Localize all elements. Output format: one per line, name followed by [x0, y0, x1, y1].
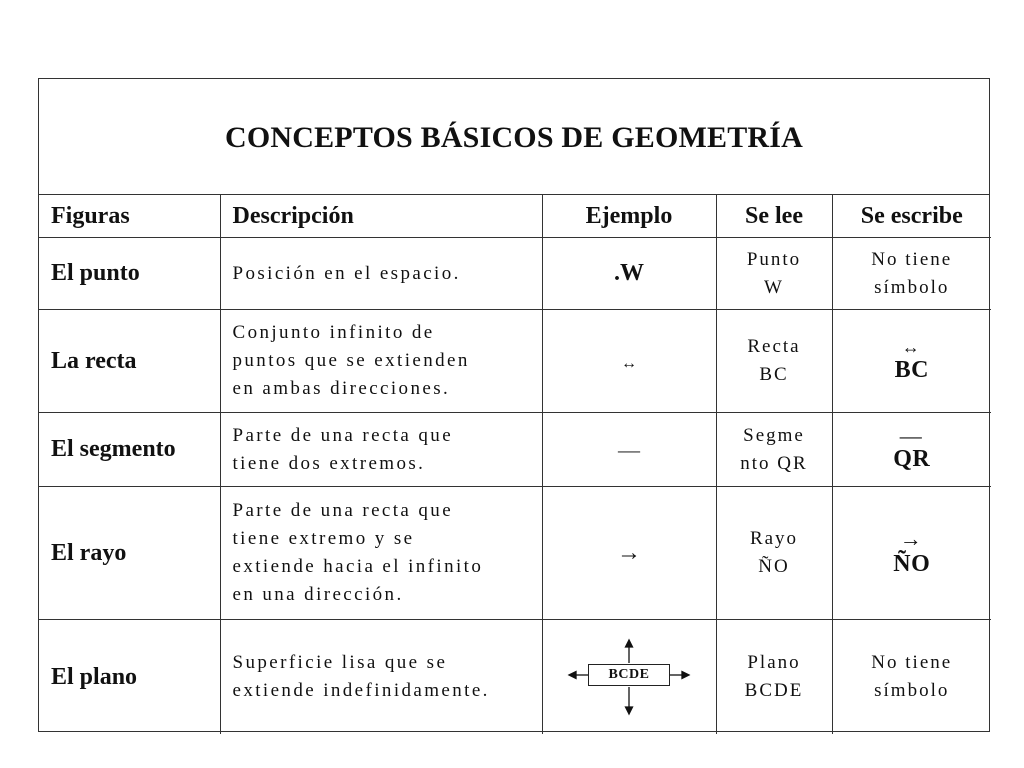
figure-name: El plano	[39, 620, 220, 735]
symbol-letters: QR	[893, 445, 931, 472]
description-cell	[220, 310, 542, 413]
reading-cell	[716, 620, 832, 735]
table-row	[39, 238, 991, 310]
description-line: puntos que se extienden	[232, 350, 470, 371]
reading-cell	[716, 487, 832, 620]
writing-cell	[832, 413, 991, 487]
figure-name: El punto	[39, 238, 220, 310]
reading-line: Plano	[747, 652, 801, 673]
example-point: .W	[614, 260, 644, 286]
reading-cell	[716, 238, 832, 310]
description-line: extiende hacia el infinito	[232, 556, 484, 577]
writing-line: No tiene	[871, 652, 953, 673]
table-row	[39, 310, 991, 413]
header-se-lee: Se lee	[716, 195, 832, 238]
title-bar	[39, 79, 989, 195]
example-cell	[542, 310, 716, 413]
table-row	[39, 487, 991, 620]
example-cell	[542, 620, 716, 735]
page-title: CONCEPTOS BÁSICOS DE GEOMETRÍA	[224, 120, 804, 154]
double-arrow-icon: ↔	[621, 355, 637, 372]
figure-name: El segmento	[39, 413, 220, 487]
writing-cell	[832, 310, 991, 413]
description-cell	[220, 487, 542, 620]
writing-cell	[832, 238, 991, 310]
writing-cell	[832, 620, 991, 735]
description-cell	[220, 413, 542, 487]
description-line: tiene dos extremos.	[232, 452, 426, 474]
description-line: extiende indefinidamente.	[232, 680, 490, 701]
reading-line: BC	[759, 364, 789, 385]
description-line: Conjunto infinito de	[232, 322, 435, 343]
description-cell	[220, 238, 542, 310]
description-line: Parte de una recta que	[232, 424, 454, 446]
table-row	[39, 413, 991, 487]
example-cell	[542, 238, 716, 310]
header-row	[39, 195, 991, 238]
reading-line: Rayo	[749, 528, 799, 549]
header-figuras: Figuras	[39, 195, 220, 238]
writing-cell	[832, 487, 991, 620]
table-row	[39, 620, 991, 735]
reading-line: ÑO	[758, 556, 790, 577]
reading-line: Segme	[743, 424, 805, 446]
symbol-letters: ÑO	[893, 551, 931, 577]
geometry-table-sheet	[38, 78, 990, 732]
arrow-right-icon: →	[617, 539, 641, 566]
reading-line: nto QR	[740, 452, 808, 474]
segment-line-icon: —	[618, 436, 640, 462]
reading-cell	[716, 413, 832, 487]
plane-label-box: BCDE	[588, 664, 670, 686]
concepts-table	[39, 195, 991, 734]
description-line: Posición en el espacio.	[232, 262, 461, 284]
double-arrow-icon: ↔	[901, 337, 922, 357]
description-cell	[220, 620, 542, 735]
header-descripcion: Descripción	[220, 195, 542, 238]
reading-line: Recta	[747, 336, 801, 357]
description-line: en ambas direcciones.	[232, 378, 451, 399]
writing-line: símbolo	[874, 680, 950, 701]
writing-line: símbolo	[874, 276, 950, 298]
writing-line: No tiene	[871, 248, 953, 270]
description-line: Parte de una recta que	[232, 500, 454, 521]
description-line: en una dirección.	[232, 584, 404, 605]
example-cell	[542, 487, 716, 620]
header-se-escribe: Se escribe	[832, 195, 991, 238]
reading-line: Punto	[746, 248, 802, 270]
symbol-letters: BC	[894, 357, 929, 383]
reading-line: BCDE	[744, 680, 804, 701]
description-line: tiene extremo y se	[232, 528, 415, 549]
example-cell	[542, 413, 716, 487]
reading-cell	[716, 310, 832, 413]
segment-line-icon: —	[899, 422, 924, 448]
reading-line: W	[764, 276, 784, 298]
figure-name: El rayo	[39, 487, 220, 620]
plane-diagram	[566, 637, 692, 717]
header-ejemplo: Ejemplo	[542, 195, 716, 238]
arrow-right-icon: →	[899, 526, 924, 551]
figure-name: La recta	[39, 310, 220, 413]
description-line: Superficie lisa que se	[232, 652, 448, 673]
